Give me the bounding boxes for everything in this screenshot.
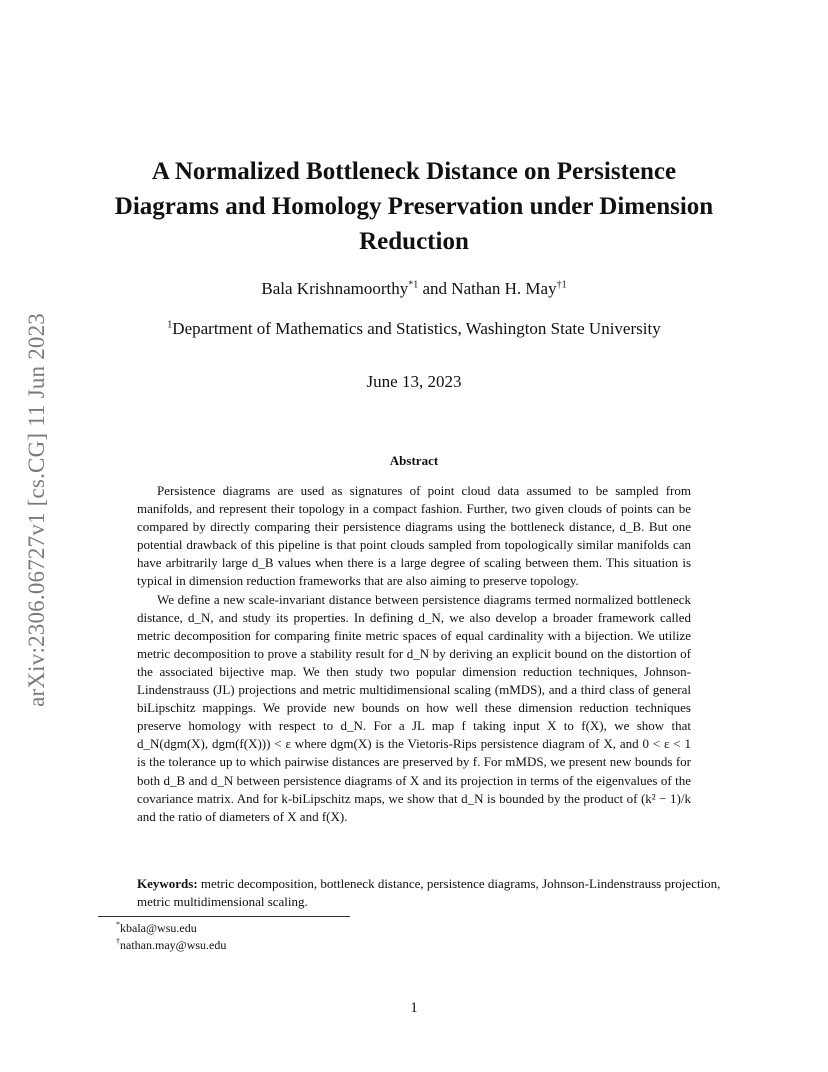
footnotes <box>116 920 226 954</box>
paper-title: A Normalized Bottleneck Distance on Persistence Diagrams and Homology Preservation under Dimension Reduction <box>114 158 714 255</box>
footnote-email: nathan.may@wsu.edu <box>120 938 227 952</box>
page-number: 1 <box>410 1000 418 1016</box>
author-name: Nathan H. May <box>451 279 557 298</box>
keywords-label: Keywords: <box>137 876 198 891</box>
affiliation <box>90 318 738 340</box>
abstract-heading: Abstract <box>389 453 439 468</box>
arxiv-stamp: arXiv:2306.06727v1 [cs.CG] 11 Jun 2023 <box>24 313 49 707</box>
keywords-text: metric decomposition, bottleneck distance, persistence diagrams, Johnson-Lindenstrauss projection, metric multidimensional scaling. <box>137 876 721 909</box>
author-name: Bala Krishnamoorthy <box>261 279 409 298</box>
footnote <box>116 937 226 954</box>
author-line <box>100 278 728 300</box>
arxiv-sidebar <box>22 290 52 730</box>
abstract-body <box>137 482 691 826</box>
keywords <box>137 875 737 911</box>
author-separator: and <box>422 279 448 298</box>
affiliation-mark: 1 <box>167 319 173 331</box>
author-mark: †1 <box>556 279 567 291</box>
footnote-email: kbala@wsu.edu <box>120 921 197 935</box>
footnote <box>116 920 226 937</box>
footnote-rule <box>98 916 350 917</box>
footnote-mark: † <box>116 937 120 946</box>
footnote-mark: * <box>116 920 120 929</box>
paper-date: June 13, 2023 <box>366 372 462 391</box>
affiliation-text: Department of Mathematics and Statistics, Washington State University <box>172 319 661 338</box>
abstract-paragraph: We define a new scale-invariant distance between persistence diagrams termed normalized bottleneck distance, d_N, and study its properties. In defining d_N, we also develop a broader framework called metric decomposition for comparing finite metric spaces of equal cardinality with a bijection. We utilize metric decomposition to prove a stability result for d_N by deriving an explicit bound on the distortion of the associated bijective map. We then study two popular dimension reduction techniques, Johnson-Lindenstrauss (JL) projections and metric multidimensional scaling (mMDS), and a third class of general biLipschitz mappings. We provide new bounds on how well these dimension reduction techniques preserve homology with respect to d_N. For a JL map f taking input X to f(X), we show that d_N(dgm(X), dgm(f(X))) < ε where dgm(X) is the Vietoris-Rips persistence diagram of X, and 0 < ε < 1 is the tolerance up to which pairwise distances are preserved by f. For mMDS, we present new bounds for both d_B and d_N between persistence diagrams of X and its projection in terms of the eigenvalues of the covariance matrix. And for k-biLipschitz maps, we show that d_N is bounded by the product of (k² − 1)/k and the ratio of diameters of X and f(X). <box>137 591 691 824</box>
author-mark: *1 <box>408 279 419 291</box>
abstract-paragraph: Persistence diagrams are used as signatures of point cloud data assumed to be sampled from manifolds, and represent their topology in a compact fashion. Further, two given clouds of points can be compared by directly comparing their persistence diagrams using the bottleneck distance, d_B. But one potential drawback of this pipeline is that point clouds sampled from topologically similar manifolds can have arbitrarily large d_B values when there is a large degree of scaling between them. This situation is typical in dimension reduction frameworks that are also aiming to preserve topology. <box>137 483 691 589</box>
